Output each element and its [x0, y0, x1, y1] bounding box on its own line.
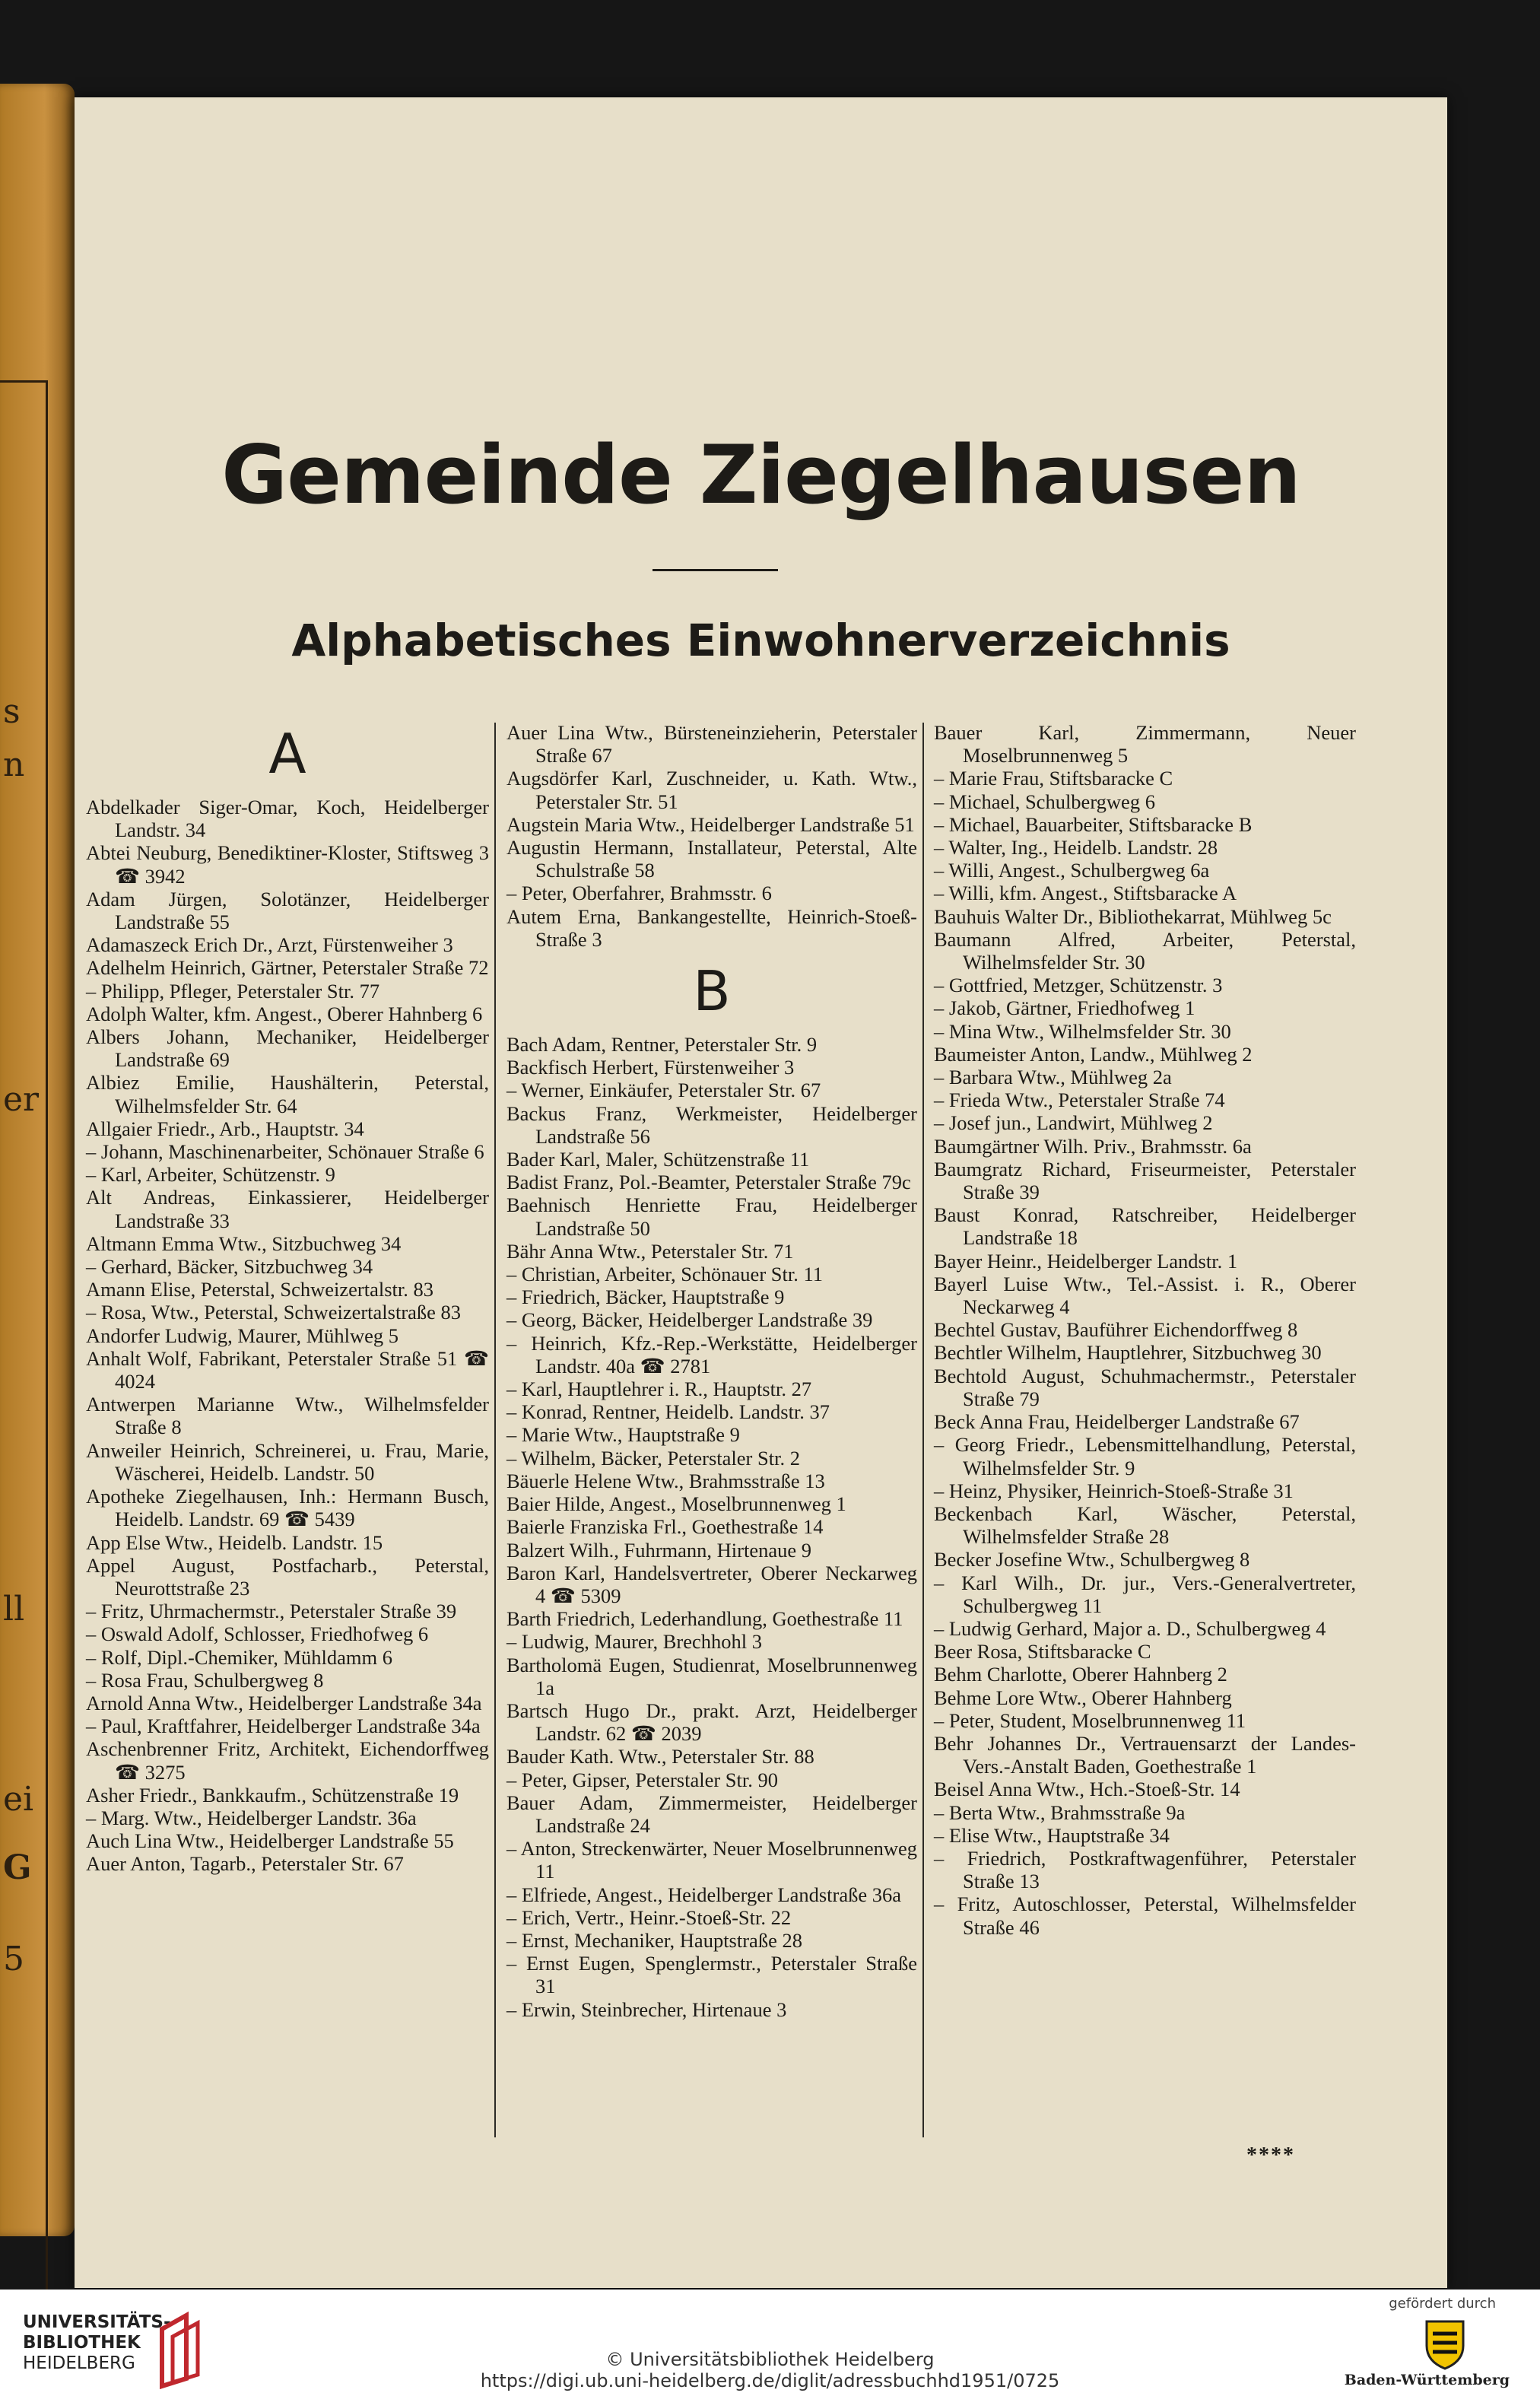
directory-entry: Bartsch Hugo Dr., prakt. Arzt, Heidelberger Landstr. 62 ☎ 2039	[506, 1698, 917, 1746]
directory-entry: Bauer Adam, Zimmermeister, Heidelberger Landstraße 24	[506, 1791, 917, 1837]
directory-entry: – Erwin, Steinbrecher, Hirtenaue 3	[506, 1997, 787, 2021]
column-divider	[922, 723, 924, 2137]
directory-entry: – Heinz, Physiker, Heinrich-Stoeß-Straße 31	[934, 1479, 1294, 1502]
entry-list	[86, 796, 489, 1876]
directory-entry: Baumgärtner Wilh. Priv., Brahmsstr. 6a	[934, 1134, 1252, 1158]
directory-entry: – Karl Wilh., Dr. jur., Vers.-Generalvertreter, Schulbergweg 11	[934, 1571, 1356, 1617]
title-rule	[653, 569, 778, 571]
directory-entry: – Fritz, Autoschlosser, Peterstal, Wilhelmsfelder Straße 46	[934, 1892, 1356, 1939]
directory-entry: – Gottfried, Metzger, Schützenstr. 3	[934, 974, 1223, 997]
directory-entry: Abtei Neuburg, Benediktiner-Kloster, Stiftsweg 3 ☎ 3942	[86, 841, 489, 888]
directory-entry: Abdelkader Siger-Omar, Koch, Heidelberger Landstr. 34	[86, 796, 489, 842]
edge-letter: s	[3, 692, 21, 731]
directory-entry: – Willi, Angest., Schulbergweg 6a	[934, 859, 1210, 882]
directory-entry: Anhalt Wolf, Fabrikant, Peterstaler Straße 51 ☎ 4024	[86, 1346, 489, 1393]
directory-entry: Baierle Franziska Frl., Goethestraße 14	[506, 1515, 824, 1539]
directory-entry: – Ernst, Mechaniker, Hauptstraße 28	[506, 1928, 802, 1952]
end-mark: ****	[1246, 2143, 1295, 2167]
directory-entry: – Berta Wtw., Brahmsstraße 9a	[934, 1800, 1186, 1824]
directory-entry: – Karl, Arbeiter, Schützenstr. 9	[86, 1163, 335, 1187]
directory-entry: – Jakob, Gärtner, Friedhofweg 1	[934, 996, 1195, 1020]
directory-entry: – Peter, Oberfahrer, Brahmsstr. 6	[506, 882, 772, 905]
directory-entry: – Anton, Streckenwärter, Neuer Moselbrunnenweg 11	[506, 1837, 917, 1883]
copyright-text: © Universitätsbibliothek Heidelberg	[605, 2349, 935, 2370]
directory-entry: Adelhelm Heinrich, Gärtner, Peterstaler Straße 72	[86, 956, 489, 980]
directory-entry: – Georg Friedr., Lebensmittelhandlung, Peterstal, Wilhelmsfelder Str. 9	[934, 1433, 1356, 1479]
directory-entry: Appel August, Postfacharb., Peterstal, Neurottstraße 23	[86, 1553, 489, 1600]
entry-list	[506, 1033, 917, 2021]
directory-entry: – Philipp, Pfleger, Peterstaler Str. 77	[86, 979, 380, 1003]
directory-entry: – Elise Wtw., Hauptstraße 34	[934, 1823, 1170, 1847]
column-a	[86, 713, 489, 1876]
page-subtitle: Alphabetisches Einwohnerverzeichnis	[291, 615, 1230, 666]
directory-entry: Amann Elise, Peterstal, Schweizertalstr. 83	[86, 1278, 434, 1301]
directory-entry: – Marg. Wtw., Heidelberger Landstr. 36a	[86, 1806, 417, 1829]
section-letter-b: B	[693, 959, 731, 1024]
footer	[0, 2290, 1540, 2396]
directory-entry: Auer Anton, Tagarb., Peterstaler Str. 67	[86, 1852, 404, 1876]
directory-entry: – Rolf, Dipl.-Chemiker, Mühldamm 6	[86, 1645, 393, 1669]
directory-entry: Balzert Wilh., Fuhrmann, Hirtenaue 9	[506, 1538, 811, 1562]
directory-entry: Baier Hilde, Angest., Moselbrunnenweg 1	[506, 1492, 846, 1516]
directory-entry: – Peter, Gipser, Peterstaler Str. 90	[506, 1768, 779, 1791]
directory-entry: – Marie Wtw., Hauptstraße 9	[506, 1423, 740, 1447]
edge-letter: 5	[3, 1940, 24, 1978]
directory-entry: Autem Erna, Bankangestellte, Heinrich-Stoeß-Straße 3	[506, 904, 917, 951]
source-url[interactable]: https://digi.ub.uni-heidelberg.de/diglit/adressbuchhd1951/0725	[480, 2370, 1060, 2391]
directory-entry: Adam Jürgen, Solotänzer, Heidelberger Landstraße 55	[86, 887, 489, 934]
directory-entry: Bauder Kath. Wtw., Peterstaler Str. 88	[506, 1745, 814, 1768]
directory-entry: Augsdörfer Karl, Zuschneider, u. Kath. Wtw., Peterstaler Str. 51	[506, 767, 917, 813]
directory-entry: – Michael, Schulbergweg 6	[934, 790, 1155, 813]
directory-entry: Baust Konrad, Ratschreiber, Heidelberger Landstraße 18	[934, 1203, 1356, 1250]
directory-entry: Baron Karl, Handelsvertreter, Oberer Neckarweg 4 ☎ 5309	[506, 1561, 917, 1607]
directory-entry: Badist Franz, Pol.-Beamter, Peterstaler Straße 79c	[506, 1171, 911, 1194]
book-edge-frame	[0, 380, 48, 2302]
directory-entry: Andorfer Ludwig, Maurer, Mühlweg 5	[86, 1324, 399, 1347]
directory-entry: Bechtler Wilhelm, Hauptlehrer, Sitzbuchweg 30	[934, 1341, 1322, 1365]
directory-entry: – Friedrich, Postkraftwagenführer, Peterstaler Straße 13	[934, 1846, 1356, 1893]
column-b	[506, 721, 917, 2021]
library-name-line: UNIVERSITÄTS-	[23, 2312, 171, 2332]
directory-entry: Baumeister Anton, Landw., Mühlweg 2	[934, 1042, 1253, 1066]
directory-entry: – Barbara Wtw., Mühlweg 2a	[934, 1066, 1172, 1089]
directory-entry: – Marie Frau, Stiftsbaracke C	[934, 767, 1173, 790]
funding-label: gefördert durch	[1389, 2296, 1496, 2312]
directory-entry: – Oswald Adolf, Schlosser, Friedhofweg 6	[86, 1622, 429, 1646]
directory-entry: – Ernst Eugen, Spenglermstr., Peterstaler Straße 31	[506, 1952, 917, 1998]
directory-entry: Bach Adam, Rentner, Peterstaler Str. 9	[506, 1033, 818, 1057]
directory-entry: – Friedrich, Bäcker, Hauptstraße 9	[506, 1285, 785, 1309]
edge-letter: ll	[3, 1590, 25, 1629]
directory-entry: Bader Karl, Maler, Schützenstraße 11	[506, 1148, 810, 1171]
directory-entry: – Michael, Bauarbeiter, Stiftsbaracke B	[934, 812, 1253, 836]
directory-entry: Baumgratz Richard, Friseurmeister, Peterstaler Straße 39	[934, 1157, 1356, 1204]
funder-name: Baden-Württemberg	[1344, 2372, 1510, 2388]
column-c	[934, 721, 1356, 1939]
edge-letter: n	[3, 745, 25, 784]
directory-entry: Bähr Anna Wtw., Peterstaler Str. 71	[506, 1239, 794, 1263]
directory-entry: Bäuerle Helene Wtw., Brahmsstraße 13	[506, 1469, 825, 1492]
directory-entry: Bayer Heinr., Heidelberger Landstr. 1	[934, 1249, 1238, 1273]
directory-entry: – Erich, Vertr., Heinr.-Stoeß-Str. 22	[506, 1905, 792, 1929]
edge-letter: ei	[3, 1780, 34, 1819]
directory-entry: Adolph Walter, kfm. Angest., Oberer Hahnberg 6	[86, 1002, 483, 1025]
directory-entry: Becker Josefine Wtw., Schulbergweg 8	[934, 1548, 1250, 1571]
directory-entry: Adamaszeck Erich Dr., Arzt, Fürstenweiher 3	[86, 933, 453, 957]
directory-entry: Altmann Emma Wtw., Sitzbuchweg 34	[86, 1231, 402, 1255]
directory-entry: Albers Johann, Mechaniker, Heidelberger Landstraße 69	[86, 1025, 489, 1072]
column-divider	[494, 723, 496, 2137]
directory-entry: Apotheke Ziegelhausen, Inh.: Hermann Busch, Heidelb. Landstr. 69 ☎ 5439	[86, 1485, 489, 1531]
directory-entry: Behr Johannes Dr., Vertrauensarzt der Landes-Vers.-Anstalt Baden, Goethestraße 1	[934, 1731, 1356, 1778]
directory-entry: – Ludwig, Maurer, Brechhohl 3	[506, 1630, 762, 1654]
entry-list	[506, 721, 917, 951]
directory-entry: – Mina Wtw., Wilhelmsfelder Str. 30	[934, 1019, 1231, 1043]
directory-entry: Bechtold August, Schuhmachermstr., Peterstaler Straße 79	[934, 1364, 1356, 1410]
directory-entry: Albiez Emilie, Haushälterin, Peterstal, Wilhelmsfelder Str. 64	[86, 1071, 489, 1117]
directory-entry: Beckenbach Karl, Wäscher, Peterstal, Wilhelmsfelder Straße 28	[934, 1501, 1356, 1549]
directory-entry: – Wilhelm, Bäcker, Peterstaler Str. 2	[506, 1446, 800, 1470]
directory-entry: Aschenbrenner Fritz, Architekt, Eichendorffweg ☎ 3275	[86, 1737, 489, 1784]
directory-entry: – Karl, Hauptlehrer i. R., Hauptstr. 27	[506, 1378, 812, 1401]
directory-entry: – Ludwig Gerhard, Major a. D., Schulbergweg 4	[934, 1616, 1326, 1640]
directory-page	[75, 97, 1447, 2288]
directory-entry: – Frieda Wtw., Peterstaler Straße 74	[934, 1088, 1225, 1112]
edge-letter: er	[3, 1080, 40, 1119]
directory-entry: Behm Charlotte, Oberer Hahnberg 2	[934, 1663, 1227, 1686]
directory-entry: Anweiler Heinrich, Schreinerei, u. Frau, Marie, Wäscherei, Heidelb. Landstr. 50	[86, 1438, 489, 1485]
directory-entry: Barth Friedrich, Lederhandlung, Goethestraße 11	[506, 1607, 903, 1631]
directory-entry: Bechtel Gustav, Bauführer Eichendorffweg 8	[934, 1318, 1298, 1342]
directory-entry: App Else Wtw., Heidelb. Landstr. 15	[86, 1530, 383, 1554]
directory-entry: – Willi, kfm. Angest., Stiftsbaracke A	[934, 882, 1237, 905]
directory-entry: Backus Franz, Werkmeister, Heidelberger Landstraße 56	[506, 1101, 917, 1148]
copyright-block	[0, 2349, 1540, 2391]
directory-entry: Baehnisch Henriette Frau, Heidelberger Landstraße 50	[506, 1193, 917, 1240]
directory-entry: – Konrad, Rentner, Heidelb. Landstr. 37	[506, 1400, 830, 1424]
directory-entry: – Georg, Bäcker, Heidelberger Landstraße 39	[506, 1308, 873, 1332]
directory-entry: – Paul, Kraftfahrer, Heidelberger Landstraße 34a	[86, 1714, 481, 1738]
directory-entry: Alt Andreas, Einkassierer, Heidelberger Landstraße 33	[86, 1186, 489, 1232]
directory-entry: – Rosa, Wtw., Peterstal, Schweizertalstraße 83	[86, 1301, 462, 1324]
directory-entry: Augustin Hermann, Installateur, Peterstal, Alte Schulstraße 58	[506, 836, 917, 882]
directory-entry: Behme Lore Wtw., Oberer Hahnberg	[934, 1686, 1232, 1709]
directory-entry: – Rosa Frau, Schulbergweg 8	[86, 1668, 324, 1692]
directory-entry: Baumann Alfred, Arbeiter, Peterstal, Wilhelmsfelder Str. 30	[934, 927, 1356, 974]
directory-entry: – Heinrich, Kfz.-Rep.-Werkstätte, Heidelberger Landstr. 40a ☎ 2781	[506, 1331, 917, 1378]
directory-entry: – Johann, Maschinenarbeiter, Schönauer Straße 6	[86, 1140, 484, 1164]
directory-entry: – Walter, Ing., Heidelb. Landstr. 28	[934, 836, 1218, 860]
section-letter-a: A	[268, 722, 306, 786]
page-title: Gemeinde Ziegelhausen	[221, 428, 1300, 522]
directory-entry: Allgaier Friedr., Arb., Hauptstr. 34	[86, 1117, 364, 1140]
directory-entry: Augstein Maria Wtw., Heidelberger Landstraße 51	[506, 812, 915, 836]
directory-entry: Arnold Anna Wtw., Heidelberger Landstraße 34a	[86, 1691, 482, 1714]
entry-list	[934, 721, 1356, 1939]
directory-entry: – Gerhard, Bäcker, Sitzbuchweg 34	[86, 1255, 373, 1279]
directory-entry: Auer Lina Wtw., Bürsteneinzieherin, Peterstaler Straße 67	[506, 721, 917, 767]
edge-letter: G	[3, 1848, 32, 1887]
directory-entry: – Josef jun., Landwirt, Mühlweg 2	[934, 1111, 1213, 1135]
directory-entry: – Fritz, Uhrmachermstr., Peterstaler Straße 39	[86, 1600, 457, 1623]
directory-entry: Antwerpen Marianne Wtw., Wilhelmsfelder Straße 8	[86, 1393, 489, 1439]
directory-entry: Bauer Karl, Zimmermann, Neuer Moselbrunnenweg 5	[934, 721, 1356, 767]
directory-entry: Beer Rosa, Stiftsbaracke C	[934, 1640, 1151, 1664]
book-edge	[0, 84, 75, 2236]
directory-entry: Bartholomä Eugen, Studienrat, Moselbrunnenweg 1a	[506, 1653, 917, 1699]
directory-entry: Beisel Anna Wtw., Hch.-Stoeß-Str. 14	[934, 1778, 1240, 1801]
directory-entry: Bauhuis Walter Dr., Bibliothekarrat, Mühlweg 5c	[934, 904, 1332, 928]
library-name-line: HEIDELBERG	[23, 2353, 135, 2373]
directory-entry: – Elfriede, Angest., Heidelberger Landstraße 36a	[506, 1883, 902, 1906]
directory-entry: – Peter, Student, Moselbrunnenweg 11	[934, 1708, 1246, 1732]
directory-entry: – Werner, Einkäufer, Peterstaler Str. 67	[506, 1079, 821, 1102]
directory-entry: – Christian, Arbeiter, Schönauer Str. 11	[506, 1263, 824, 1286]
coat-of-arms-icon	[1422, 2317, 1468, 2370]
directory-entry: Bayerl Luise Wtw., Tel.-Assist. i. R., Oberer Neckarweg 4	[934, 1272, 1356, 1319]
directory-entry: Beck Anna Frau, Heidelberger Landstraße 67	[934, 1410, 1300, 1434]
directory-entry: Auch Lina Wtw., Heidelberger Landstraße 55	[86, 1829, 454, 1853]
directory-entry: Backfisch Herbert, Fürstenweiher 3	[506, 1056, 795, 1079]
library-name-line: BIBLIOTHEK	[23, 2333, 141, 2353]
directory-entry: Asher Friedr., Bankkaufm., Schützenstraße 19	[86, 1783, 459, 1807]
